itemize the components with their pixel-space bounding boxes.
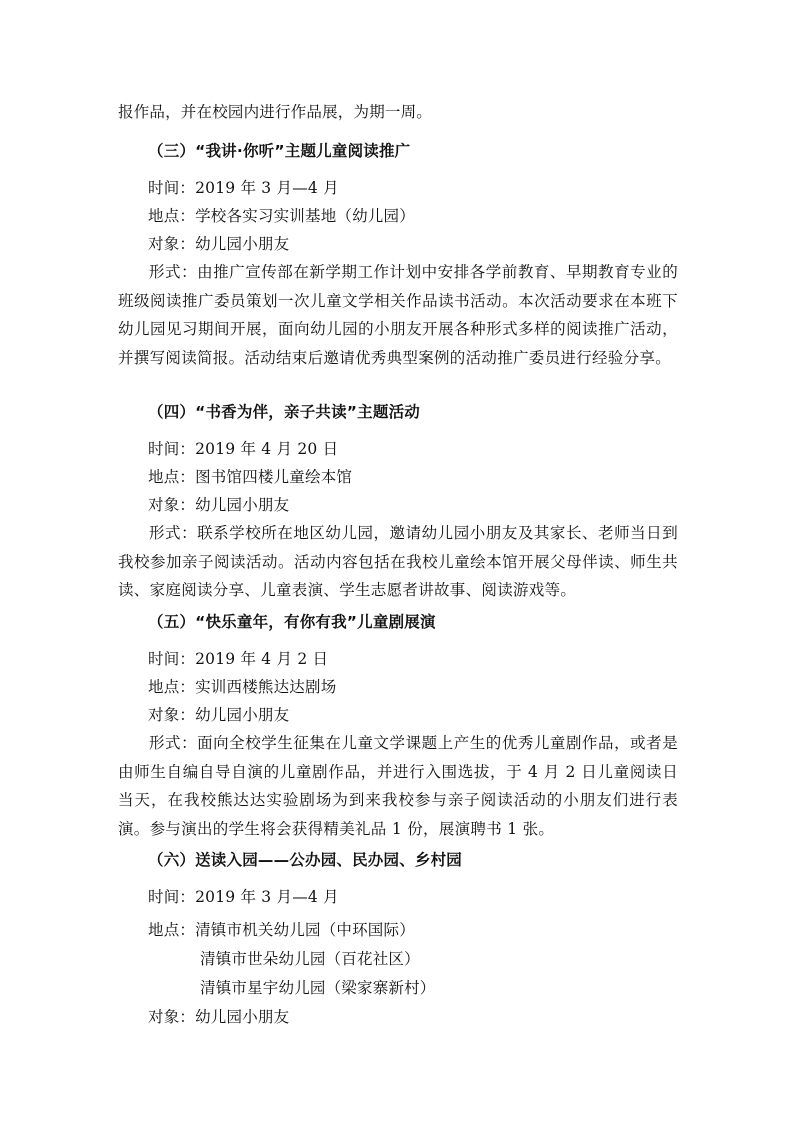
section-5-heading: （五）“快乐童年，有你有我”儿童剧展演 — [148, 613, 436, 631]
section-3-form: 形式：由推广宣传部在新学期工作计划中安排各学前教育、早期教育专业的班级阅读推广委员策划一次儿童文学相关作品读书活动。本次活动要求在本班下幼儿园见习期间开展，面向幼儿园的小朋友开展各种形式多样的阅读推广活动，并撰写阅读简报。活动结束后邀请优秀典型案例的活动推广委员进行经验分享。 — [118, 263, 678, 367]
intro-tail-text: 报作品，并在校园内进行作品展，为期一周。 — [118, 103, 433, 121]
section-4-form: 形式：联系学校所在地区幼儿园，邀请幼儿园小朋友及其家长、老师当日到我校参加亲子阅读活动。活动内容包括在我校儿童绘本馆开展父母伴读、师生共读、家庭阅读分享、儿童表演、学生志愿者讲故事、阅读游戏等。 — [118, 524, 678, 599]
section-5-form: 形式：面向全校学生征集在儿童文学课题上产生的优秀儿童剧作品，或者是由师生自编自导自演的儿童剧作品，并进行入围选拔，于 4 月 2 日儿童阅读日当天，在我校熊达达实验剧场为到来我校参与亲子阅读活动的小朋友们进行表演。参与演出的学生将会获得精美礼品 1 份，展演聘书 1 张。 — [118, 734, 678, 838]
section-4-place: 地点：图书馆四楼儿童绘本馆 — [148, 468, 353, 486]
section-6-heading: （六）送读入园——公办园、民办园、乡村园 — [148, 851, 463, 869]
section-6-place-extra-2: 清镇市星宇幼儿园（梁家寨新村） — [200, 979, 436, 997]
section-4-time: 时间：2019 年 4 月 20 日 — [148, 440, 339, 458]
section-6-place: 地点：清镇市机关幼儿园（中环国际） — [148, 921, 415, 939]
section-5-place: 地点：实训西楼熊达达剧场 — [148, 678, 337, 696]
section-4-heading: （四）“书香为伴，亲子共读”主题活动 — [148, 403, 420, 421]
section-3-heading: （三）“我讲·你听”主题儿童阅读推广 — [148, 142, 411, 160]
section-3-place: 地点：学校各实习实训基地（幼儿园） — [148, 207, 415, 225]
section-4-target: 对象：幼儿园小朋友 — [148, 496, 290, 514]
section-3-target: 对象：幼儿园小朋友 — [148, 235, 290, 253]
section-6-target: 对象：幼儿园小朋友 — [148, 1008, 290, 1026]
section-5-target: 对象：幼儿园小朋友 — [148, 706, 290, 724]
section-5-time: 时间：2019 年 4 月 2 日 — [148, 650, 329, 668]
section-6-time: 时间：2019 年 3 月—4 月 — [148, 888, 339, 906]
section-6-place-extra-1: 清镇市世朵幼儿园（百花社区） — [200, 950, 420, 968]
section-3-time: 时间：2019 年 3 月—4 月 — [148, 179, 339, 197]
